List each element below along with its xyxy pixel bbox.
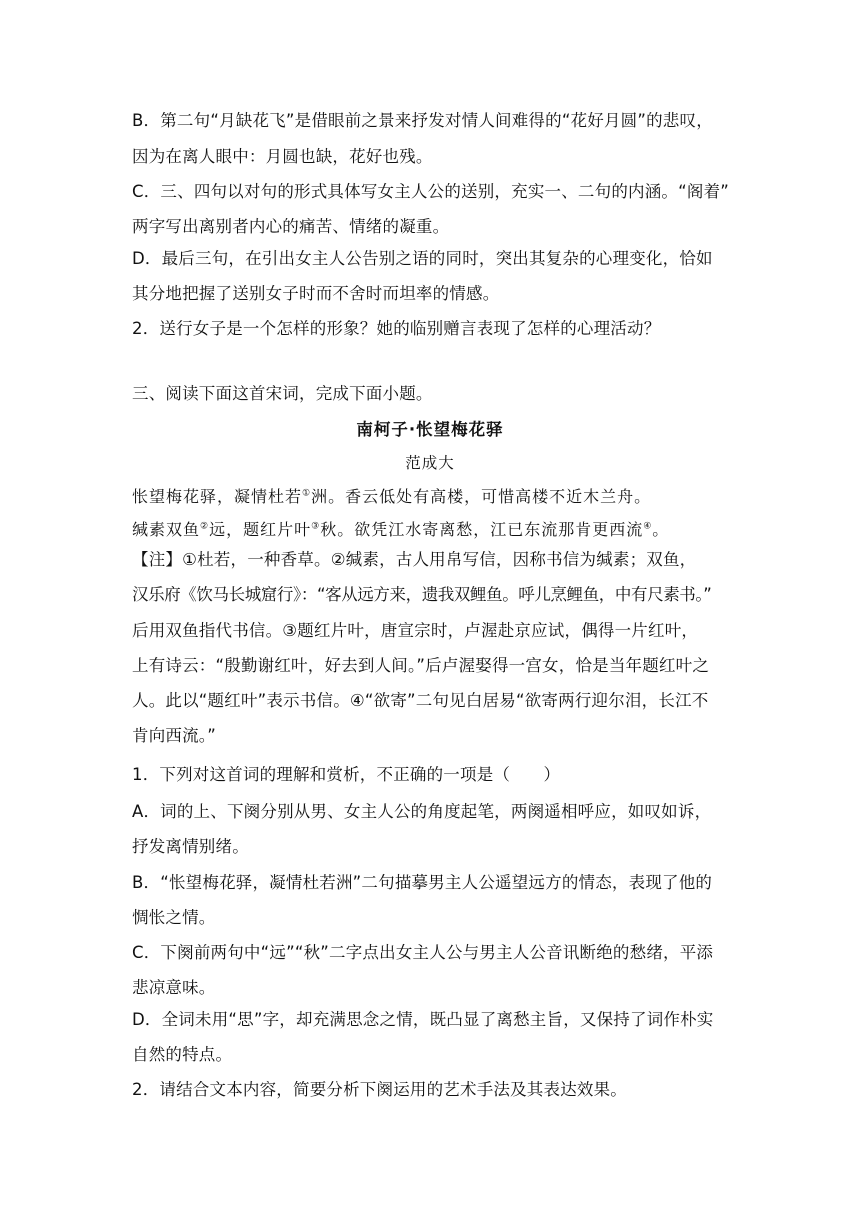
option-d-line-2: 其分地把握了送别女子时而不舍时而坦率的情感。: [132, 284, 500, 303]
option-c-line-1: C．下阕前两句中“远”“秋”二字点出女主人公与男主人公音讯断绝的愁绪，平添: [132, 943, 714, 962]
option-b-line-1: B．“怅望梅花驿，凝情杜若洲”二句描摹男主人公遥望远方的情态，表现了他的: [132, 873, 713, 892]
option-c-line-2: 两字写出离别者内心的痛苦、情绪的凝重。: [132, 217, 450, 236]
option-b-line-2: 惆怅之情。: [132, 908, 216, 927]
note-line: 上有诗云：“殷勤谢红叶，好去到人间。”后卢渥娶得一宫女，恰是当年题红叶之: [132, 656, 710, 675]
option-b-line-1: B．第二句“月缺花飞”是借眼前之景来抒发对情人间难得的“花好月圆”的悲叹，: [132, 111, 713, 130]
option-c-line-1: C．三、四句以对句的形式具体写女主人公的送别，充实一、二句的内涵。“阁着”: [132, 182, 730, 201]
note-line: 汉乐府《饮马长城窟行》：“客从远方来，遗我双鲤鱼。呼儿烹鲤鱼，中有尺素书。”: [132, 585, 712, 604]
option-c-line-2: 悲凉意味。: [132, 978, 216, 997]
poem-title: 南柯子·怅望梅花驿: [356, 420, 504, 439]
note-line: 人。此以“题红叶”表示书信。④“欲寄”二句见白居易“欲寄两行迎尔泪，长江不: [132, 691, 709, 710]
poem-author: 范成大: [405, 454, 455, 472]
question-2-section-3: 2．请结合文本内容，简要分析下阕运用的艺术手法及其表达效果。: [132, 1080, 627, 1099]
option-d-line-1: D．全词未用“思”字，却充满思念之情，既凸显了离愁主旨，又保持了词作朴实: [132, 1010, 714, 1029]
note-line: 【注】①杜若，一种香草。②缄素，古人用帛写信，因称书信为缄素；双鱼，: [132, 550, 697, 569]
option-a-line-1: A．词的上、下阕分别从男、女主人公的角度起笔，两阕遥相呼应，如叹如诉，: [132, 802, 712, 821]
option-d-line-1: D．最后三句，在引出女主人公告别之语的同时，突出其复杂的心理变化，恰如: [132, 249, 713, 268]
section-3-heading: 三、阅读下面这首宋词，完成下面小题。: [132, 384, 433, 403]
option-b-line-2: 因为在离人眼中：月圆也缺，花好也残。: [132, 147, 433, 166]
option-d-line-2: 自然的特点。: [132, 1045, 233, 1064]
option-a-line-2: 抒发离情别绪。: [132, 837, 249, 856]
poem-line-2: 缄素双鱼②远，题红片叶③秋。欲凭江水寄离愁，江已东流那肯更西流④。: [132, 520, 670, 539]
poem-line-1: 怅望梅花驿，凝情杜若①洲。香云低处有高楼，可惜高楼不近木兰舟。: [132, 487, 652, 506]
question-1: 1．下列对这首词的理解和赏析，不正确的一项是（ ）: [132, 765, 561, 784]
note-line: 肯向西流。”: [132, 726, 216, 745]
question-2: 2．送行女子是一个怎样的形象？她的临别赠言表现了怎样的心理活动？: [132, 319, 661, 338]
note-line: 后用双鱼指代书信。③题红片叶，唐宣宗时，卢渥赴京应试，偶得一片红叶，: [132, 621, 699, 640]
